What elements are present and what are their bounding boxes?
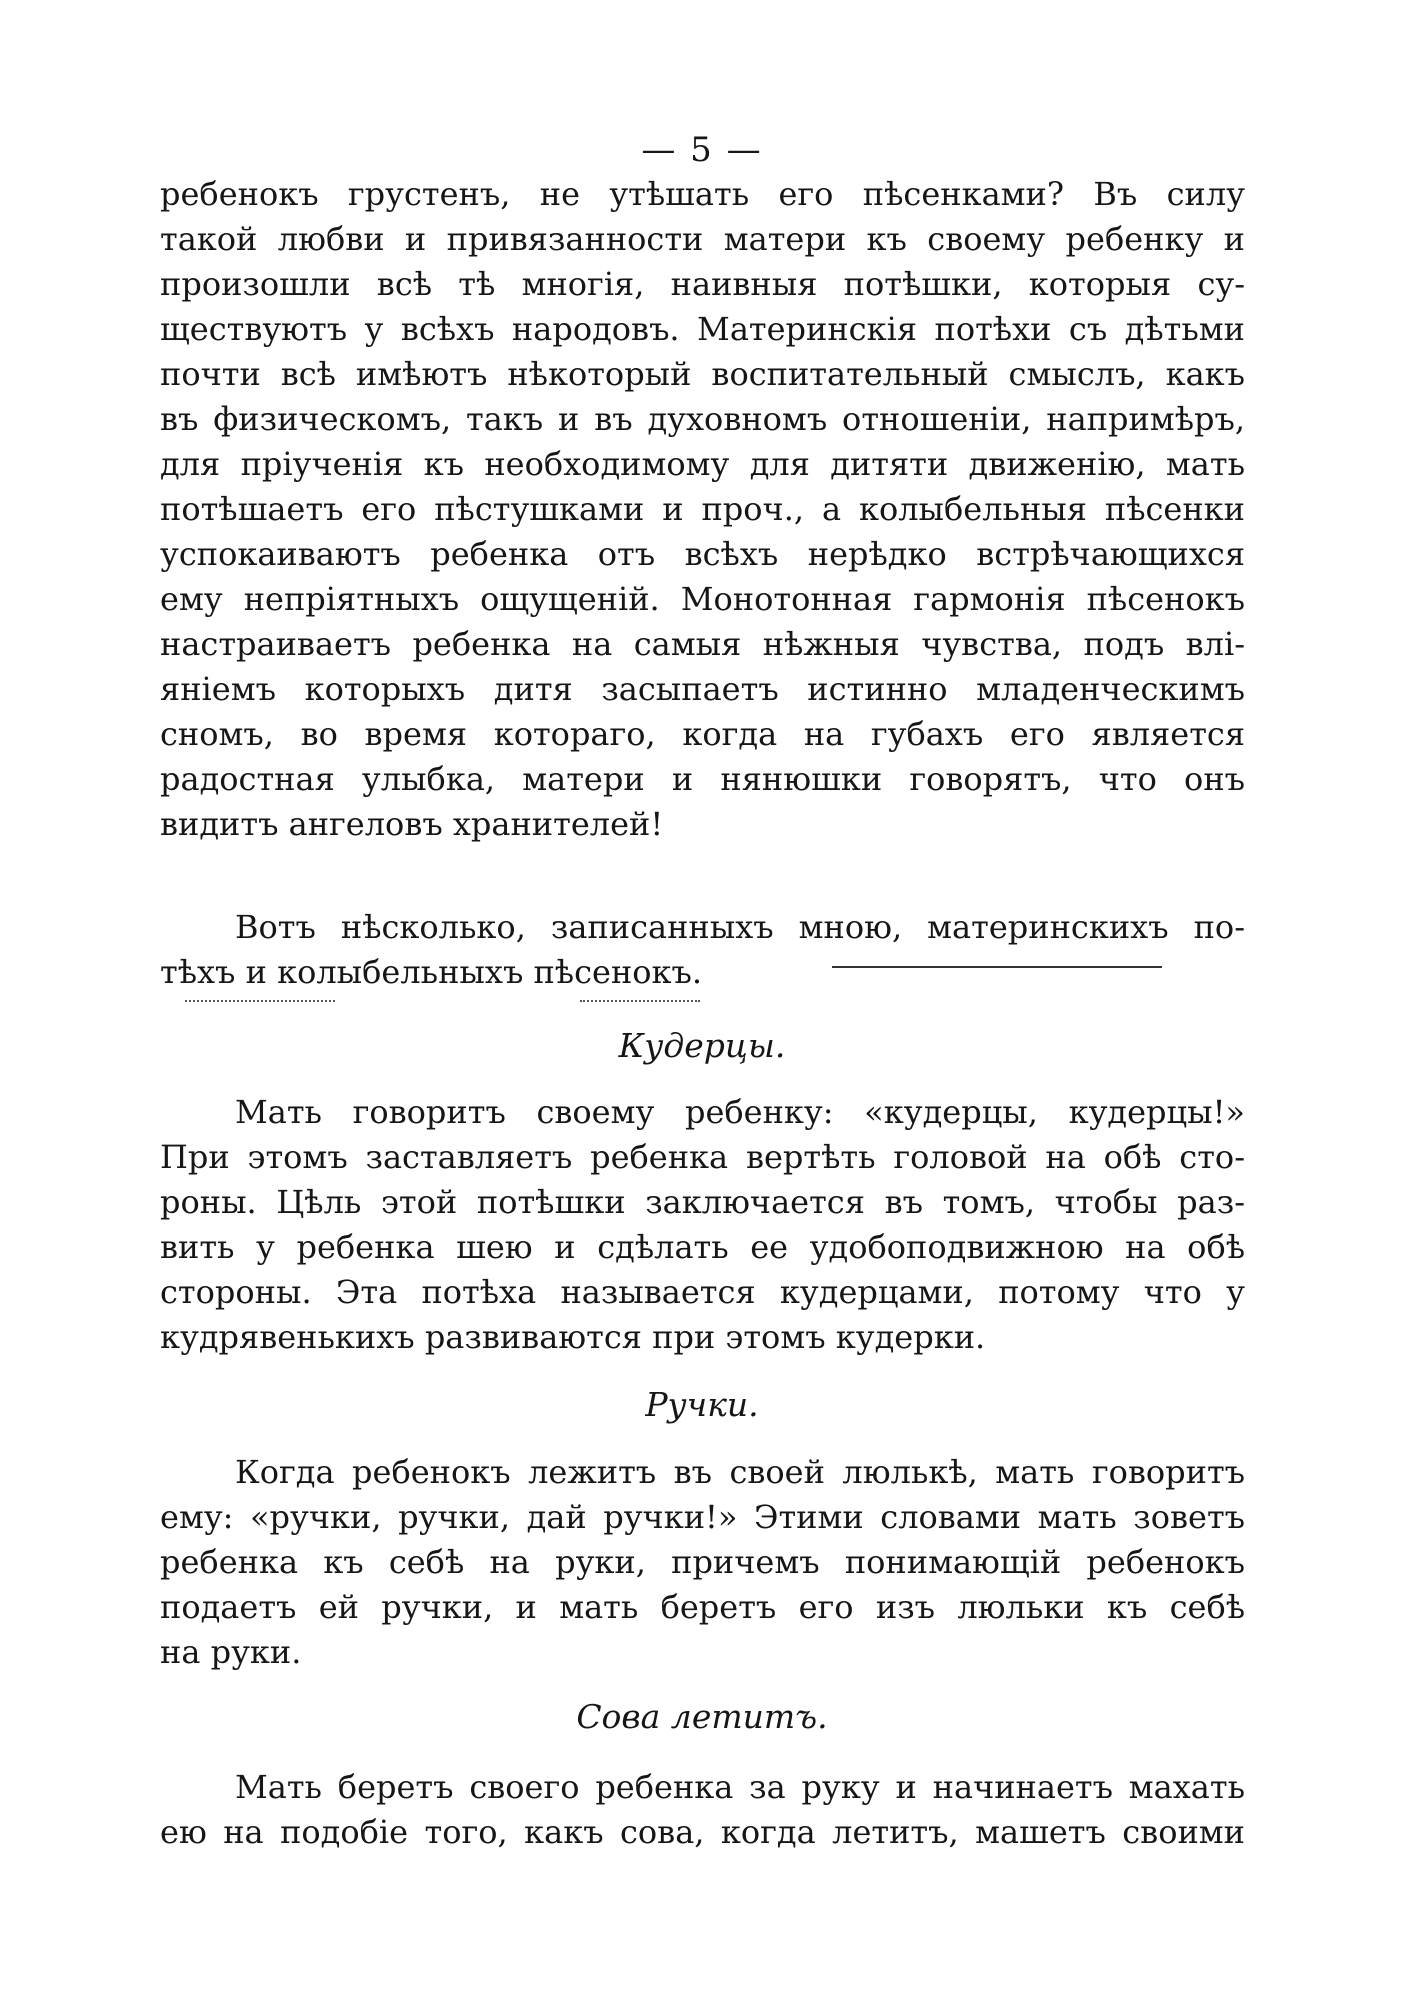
text-line: потѣшаетъ его пѣстушками и проч., а колыбельныя пѣсенки [160,490,1245,528]
pencil-smudge [580,1000,700,1002]
text-line: роны. Цѣль этой потѣшки заключается въ томъ, чтобы раз- [160,1183,1245,1221]
text-line: вить у ребенка шею и сдѣлать ее удобоподвижною на обѣ [160,1228,1245,1266]
text-line: Мать беретъ своего ребенка за руку и начинаетъ махать [235,1768,1245,1806]
text-line: ему: «ручки, ручки, дай ручки!» Этими словами мать зоветъ [160,1498,1245,1536]
section-body [160,1765,1245,1855]
text-line: такой любви и привязанности матери къ своему ребенку и [160,220,1245,258]
paragraph-continuation [160,172,1245,847]
text-line: видитъ ангеловъ хранителей! [160,805,664,843]
text-line: въ физическомъ, такъ и въ духовномъ отношеніи, напримѣръ, [160,400,1245,438]
section-body [160,1090,1245,1360]
text-line: Мать говоритъ своему ребенку: «кудерцы, кудерцы!» [235,1093,1245,1131]
text-line: ребенокъ грустенъ, не утѣшать его пѣсенками? Въ силу [160,175,1245,213]
text-line: кудрявенькихъ развиваются при этомъ кудерки. [160,1318,986,1356]
text-line: успокаиваютъ ребенка отъ всѣхъ нерѣдко встрѣчающихся [160,535,1245,573]
pencil-underline [832,966,1162,968]
text-line: Когда ребенокъ лежитъ въ своей люлькѣ, мать говоритъ [235,1453,1245,1491]
text-line: радостная улыбка, матери и нянюшки говорятъ, что онъ [160,760,1245,798]
section-heading: Сова летитъ. [576,1697,828,1736]
text-line: сномъ, во время котораго, когда на губахъ его является [160,715,1245,753]
text-line: стороны. Эта потѣха называется кудерцами, потому что у [160,1273,1245,1311]
text-line: настраиваетъ ребенка на самыя нѣжныя чувства, подъ влі- [160,625,1245,663]
paragraph-intro [160,905,1245,995]
text-line: ребенка къ себѣ на руки, причемъ понимающій ребенокъ [160,1543,1245,1581]
pencil-smudge [185,1000,335,1002]
text-line: ему непріятныхъ ощущеній. Монотонная гармонія пѣсенокъ [160,580,1245,618]
text-line: тѣхъ и колыбельныхъ пѣсенокъ. [160,953,703,991]
section-heading: Кудерцы. [618,1026,786,1065]
text-line: ею на подобіе того, какъ сова, когда летитъ, машетъ своими [160,1813,1245,1851]
text-line: яніемъ которыхъ дитя засыпаетъ истинно младенческимъ [160,670,1245,708]
text-line: произошли всѣ тѣ многія, наивныя потѣшки, которыя су- [160,265,1245,303]
text-line: подаетъ ей ручки, и мать беретъ его изъ люльки къ себѣ [160,1588,1245,1626]
text-line: ществуютъ у всѣхъ народовъ. Материнскія потѣхи съ дѣтьми [160,310,1245,348]
section-heading: Ручки. [645,1385,759,1424]
text-line: для пріученія къ необходимому для дитяти движенію, мать [160,445,1245,483]
page-number: — 5 — [641,130,763,170]
text-line: почти всѣ имѣютъ нѣкоторый воспитательный смыслъ, какъ [160,355,1245,393]
text-line: Вотъ нѣсколько, записанныхъ мною, материнскихъ по- [235,908,1245,946]
text-line: на руки. [160,1633,302,1671]
text-line: При этомъ заставляетъ ребенка вертѣть головой на обѣ сто- [160,1138,1245,1176]
section-body [160,1450,1245,1675]
